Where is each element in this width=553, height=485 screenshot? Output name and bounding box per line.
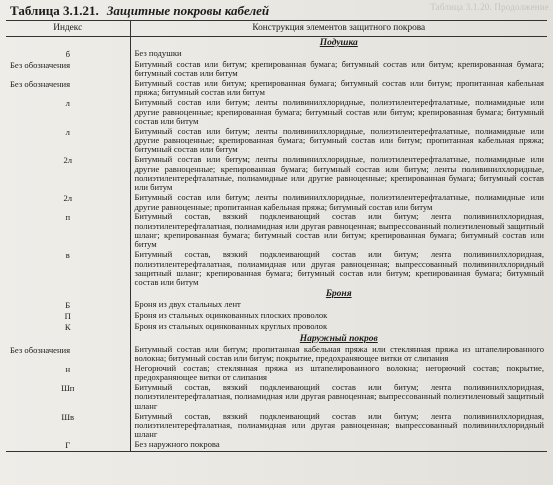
table-row — [6, 322, 547, 333]
row-index: Шв — [6, 412, 130, 441]
table-row — [6, 60, 547, 79]
section-title: Подушка — [319, 38, 358, 48]
row-construction: Без наружного покрова — [130, 440, 547, 451]
table-row — [6, 79, 547, 98]
row-index: П — [6, 311, 130, 322]
row-construction: Без подушки — [134, 48, 182, 58]
section-spacer — [6, 288, 130, 300]
table-row — [6, 155, 547, 193]
row-construction: Битумный состав, вязкий подклеивающий состав или битум; лента поливинилхлоридная, полиэтилентерефталатная, полиамидная или другая равноценная; выпрессованный полиэтиленовый защитный шланг; крепированная бумага; битумный состав или битум; крепированная бумага; битумный состав или битум — [134, 211, 544, 250]
table-row — [6, 383, 547, 412]
row-index: Шп — [6, 383, 130, 412]
row-construction: Битумный состав или битум; крепированная бумага; битумный состав или битум; пропитанная кабельная пряжа; битумный состав или битум — [134, 78, 544, 98]
row-index: Без обозначения — [6, 60, 130, 79]
row-index: б — [6, 49, 130, 60]
row-index: 2л — [6, 193, 130, 212]
table-body — [6, 37, 547, 452]
row-index: Без обозначения — [6, 79, 130, 98]
row-index: в — [6, 250, 130, 288]
table-row — [6, 250, 547, 288]
section-title: Броня — [325, 289, 352, 300]
row-construction: Битумный состав, вязкий подклеивающий состав или битум; лента поливинилхлоридная, полиэтилентерефталатная, полиамидная или другая равноценная; выпрессованный поливинилхлоридный шланг — [134, 410, 544, 440]
column-header-index: Индекс — [6, 21, 130, 37]
cable-covers-table — [6, 20, 547, 452]
row-index: 2л — [6, 155, 130, 193]
column-header-construction: Конструкция элементов защитного покрова — [130, 21, 547, 37]
row-index: н — [6, 364, 130, 383]
row-index: п — [6, 212, 130, 250]
table-row — [6, 440, 547, 451]
section-spacer — [6, 333, 130, 345]
section-header-row — [6, 37, 547, 50]
row-index: Без обозначения — [6, 345, 130, 364]
row-index: л — [6, 98, 130, 127]
table-header-row — [6, 21, 547, 37]
table-row — [6, 345, 547, 364]
table-row — [6, 212, 547, 250]
row-construction: Броня из двух стальных лент — [134, 299, 241, 310]
row-index: л — [6, 127, 130, 156]
row-construction: Битумный состав или битум; ленты поливинилхлоридные, полиэтилентерефталатные, полиамидные или другие равноценные; крепированная бумага; битумный состав или битум; крепированная бумага; битумный состав или битум — [134, 97, 544, 126]
row-construction: Битумный состав, вязкий подклеивающий состав или битум; лента поливинилхлоридная, полиэтилентерефталатная, полиамидная или другая равноценная; выпрессованный полиэтиленовый защитный шланг — [134, 382, 544, 411]
table-row — [6, 193, 547, 212]
bleed-through-header: Таблица 3.1.20. Продолжение — [430, 2, 549, 12]
table-row — [6, 98, 547, 127]
row-construction: Броня из стальных оцинкованных плоских проволок — [134, 309, 328, 320]
table-title: Защитные покровы кабелей — [106, 3, 270, 18]
row-construction: Битумный состав или битум; крепированная бумага; битумный состав или битум; крепированная бумага; битумный состав или битум — [134, 58, 544, 79]
row-construction: Негорючий состав; стеклянная пряжа из штапелированного волокна; негорючий состав; покрытие, предохраняющее витки от слипания — [134, 362, 544, 383]
table-number: Таблица 3.1.21. — [10, 3, 99, 18]
row-index: К — [6, 322, 130, 333]
row-construction: Битумный состав или битум; ленты поливинилхлоридные, полиэтилентерефталатные, полиамидные или другие равноценные; крепированная бумага; битумный состав или битум; пропитанная кабельная пряжа; битумный состав или битум — [134, 125, 544, 155]
row-construction: Битумный состав или битум; ленты поливинилхлоридные, полиэтилентерефталатные, полиамидные или другие равноценные; крепированная бумага; битумный состав или битум; ленты поливинилхлоридные, полиэтилентерефталатные, полиамидные или другие равноценные; крепированная бумага; битумный состав или битум — [134, 154, 544, 193]
row-construction: Битумный состав или битум; пропитанная кабельная пряжа или стеклянная пряжа из штапелированного волокна; битумный состав или битум; покрытие, предохраняющее витки от слипания — [134, 343, 544, 363]
section-spacer — [6, 37, 130, 50]
row-construction: Битумный состав, вязкий подклеивающий состав или битум; лента поливинилхлоридная, полиэтилентерефталатная, полиамидная или другая равноценная; выпрессованный поливинилхлоридный защитный шланг; крепированная бумага; битумный состав или битум; крепированная бумага; битумный состав или битум — [134, 249, 544, 288]
section-title: Наружный покров — [299, 333, 378, 344]
table-row — [6, 364, 547, 383]
row-construction: Броня из стальных оцинкованных круглых проволок — [134, 320, 328, 331]
section-header-row — [6, 333, 547, 345]
row-index: Б — [6, 300, 130, 311]
table-row — [6, 127, 547, 156]
section-header-row — [6, 288, 547, 300]
table-row — [6, 412, 547, 441]
row-construction: Битумный состав или битум; ленты поливинилхлоридные, полиэтилентерефталатные, полиамидные или другие равноценные; пропитанная кабельная пряжа; битумный состав или битум — [134, 192, 544, 212]
row-index: Г — [6, 440, 130, 451]
